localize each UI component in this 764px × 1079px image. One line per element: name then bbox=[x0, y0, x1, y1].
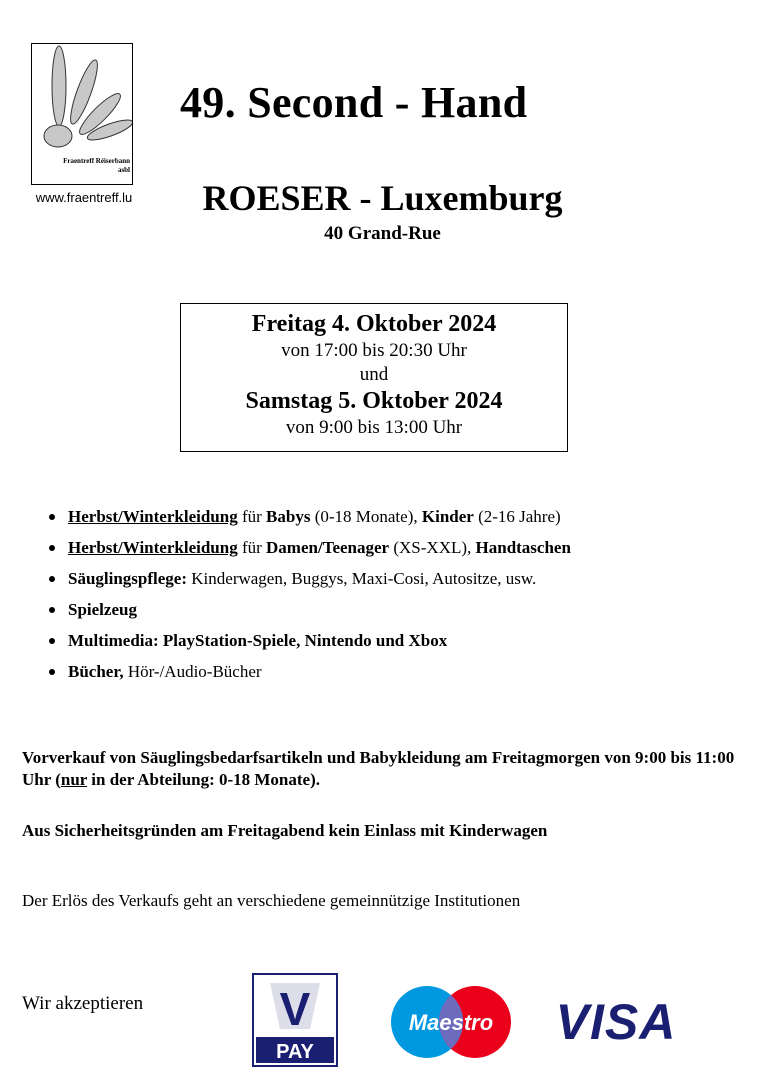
maestro-text: Maestro bbox=[408, 1010, 494, 1035]
website-link[interactable]: www.fraentreff.lu bbox=[35, 190, 133, 205]
time-day2: von 9:00 bis 13:00 Uhr bbox=[285, 417, 463, 438]
event-location: ROESER - Luxemburg bbox=[202, 178, 563, 218]
item-list bbox=[48, 507, 571, 693]
list-item: Säuglingspflege: Kinderwagen, Buggys, Maxi-Cosi, Autositze, usw. bbox=[68, 569, 571, 589]
logo-org-name: Fraentreff Réiserbann asbl bbox=[63, 157, 130, 174]
list-item: Herbst/Winterkleidung für Damen/Teenager (XS-XXL), Handtaschen bbox=[68, 538, 571, 557]
date-connector: und bbox=[359, 364, 389, 385]
list-item: Herbst/Winterkleidung für Babys (0-18 Monate), Kinder (2-16 Jahre) bbox=[68, 507, 571, 527]
proceeds-notice: Der Erlös des Verkaufs geht an verschiedene gemeinnützige Institutionen bbox=[22, 891, 521, 910]
maestro-logo-icon bbox=[390, 985, 512, 1059]
visa-text: VISA bbox=[555, 994, 677, 1049]
list-item: Spielzeug bbox=[68, 600, 571, 620]
visa-logo-icon bbox=[552, 993, 682, 1049]
presale-notice: Vorverkauf von Säuglingsbedarfsartikeln und Babykleidung am Freitagmorgen von 9:00 bis 11:00 Uhr (nur in der Abteilung: 0-18 Monate). bbox=[22, 748, 735, 789]
vpay-logo-icon bbox=[252, 973, 338, 1067]
payment-label: Wir akzeptieren bbox=[22, 993, 144, 1014]
event-title: 49. Second - Hand bbox=[180, 78, 528, 127]
date-day1: Freitag 4. Oktober 2024 bbox=[251, 311, 497, 337]
date-day2: Samstag 5. Oktober 2024 bbox=[245, 388, 503, 414]
vpay-letter: V bbox=[279, 983, 311, 1035]
list-item: Bücher, Hör-/Audio-Bücher bbox=[68, 662, 571, 682]
time-day1: von 17:00 bis 20:30 Uhr bbox=[281, 340, 467, 361]
date-box bbox=[180, 303, 568, 452]
event-address: 40 Grand-Rue bbox=[324, 223, 441, 244]
safety-notice: Aus Sicherheitsgründen am Freitagabend kein Einlass mit Kinderwagen bbox=[22, 821, 548, 840]
organizer-logo bbox=[31, 43, 133, 185]
list-item: Multimedia: PlayStation-Spiele, Nintendo und Xbox bbox=[68, 631, 571, 651]
vpay-text: PAY bbox=[276, 1041, 314, 1063]
